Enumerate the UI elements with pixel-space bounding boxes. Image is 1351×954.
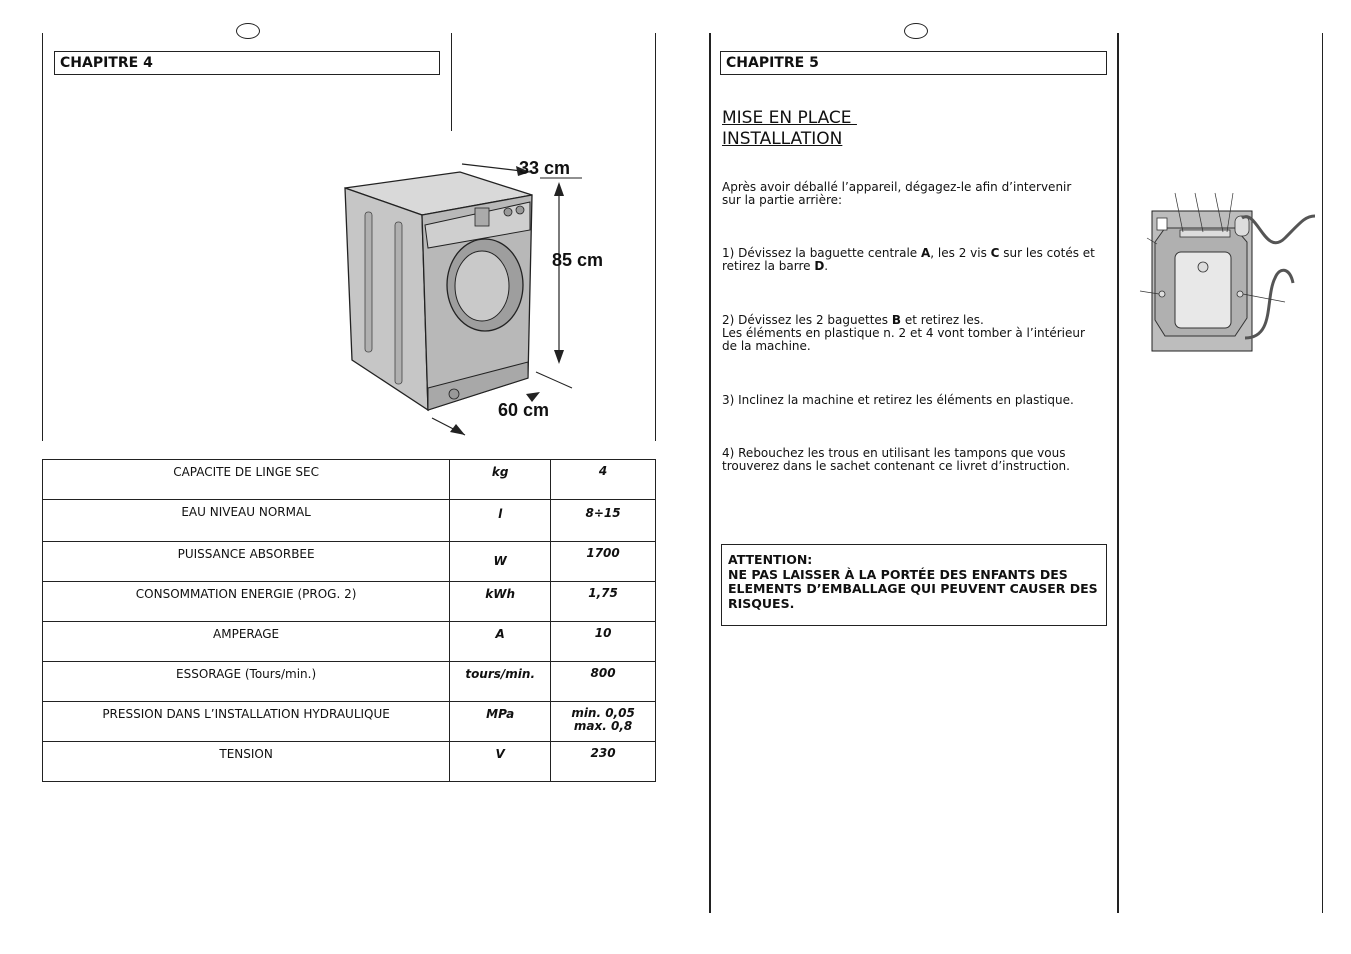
dimension-depth-label: 33 cm (519, 158, 571, 178)
spec-unit: l (450, 500, 551, 542)
spec-value-pressure (551, 702, 656, 742)
spec-unit: W (450, 542, 551, 582)
spec-label: TENSION (43, 742, 450, 782)
left-page-margin-line (42, 33, 43, 441)
spec-label: CONSOMMATION ENERGIE (PROG. 2) (43, 582, 450, 622)
intro-line-2: sur la partie arrière: (722, 193, 843, 207)
step-4-line-1: 4) Rebouchez les trous en utilisant les tampons que vous (722, 446, 1066, 460)
intro-line-1: Après avoir déballé l’appareil, dégagez-le afin d’intervenir (722, 180, 1072, 194)
step-2-line-1: 2) Dévissez les 2 baguettes B et retirez les. (722, 313, 984, 327)
spec-label: EAU NIVEAU NORMAL (43, 500, 450, 542)
spec-label: PUISSANCE ABSORBEE (43, 542, 450, 582)
section-title-line-2: INSTALLATION (722, 129, 843, 149)
spec-unit: MPa (450, 702, 551, 742)
attention-warning-box (721, 544, 1107, 626)
table-row (43, 702, 656, 742)
spec-label: PRESSION DANS L’INSTALLATION HYDRAULIQUE (43, 702, 450, 742)
table-row (43, 582, 656, 622)
table-row (43, 542, 656, 582)
attention-line-2: NE PAS LAISSER À LA PORTÉE DES ENFANTS DES (728, 566, 1068, 582)
spec-value-max: max. 0,8 (573, 719, 633, 733)
table-row (43, 662, 656, 702)
spec-value: 1700 (551, 542, 656, 582)
spec-value: 230 (551, 742, 656, 782)
step-2-line-3: de la machine. (722, 339, 811, 353)
spec-value: 8÷15 (551, 500, 656, 542)
technical-specs-table (42, 459, 656, 782)
step-4-line-2: trouverez dans le sachet contenant ce livret d’instruction. (722, 459, 1070, 473)
table-row (43, 500, 656, 542)
right-page-language-oval (904, 23, 928, 39)
spec-label: AMPERAGE (43, 622, 450, 662)
chapter-4-title: CHAPITRE 4 (54, 51, 440, 75)
spec-value: 4 (551, 460, 656, 500)
table-row (43, 460, 656, 500)
step-4-paragraph (722, 447, 1102, 473)
step-2-paragraph (722, 314, 1102, 353)
spec-label: ESSORAGE (Tours/min.) (43, 662, 450, 702)
dimension-width-label: 60 cm (498, 400, 550, 420)
washing-machine-illustration (330, 150, 630, 440)
spec-unit: tours/min. (450, 662, 551, 702)
left-page-right-line (655, 33, 656, 441)
intro-paragraph (722, 181, 1102, 207)
spec-unit: kWh (450, 582, 551, 622)
section-title-line-1: MISE EN PLACE (722, 108, 857, 128)
chapter-5-title: CHAPITRE 5 (720, 51, 1107, 75)
left-page-language-oval (236, 23, 260, 39)
dimension-height-label: 85 cm (552, 250, 604, 270)
step-1-line-2: retirez la barre D. (722, 259, 829, 273)
step-3-paragraph: 3) Inclinez la machine et retirez les éléments en plastique. (722, 393, 1074, 407)
attention-line-1: ATTENTION: (728, 552, 813, 567)
spec-unit: kg (450, 460, 551, 500)
spec-value-min: min. 0,05 (571, 706, 635, 720)
right-page-right-line (1322, 33, 1323, 913)
machine-rear-panel-illustration (1135, 188, 1320, 358)
right-page-column-divider (1117, 33, 1119, 913)
left-page-column-divider (451, 33, 452, 131)
spec-unit: A (450, 622, 551, 662)
spec-label: CAPACITE DE LINGE SEC (43, 460, 450, 500)
attention-line-3: ELEMENTS D’EMBALLAGE QUI PEUVENT CAUSER DES (728, 581, 1098, 596)
attention-line-4: RISQUES. (728, 595, 795, 611)
spec-value: 1,75 (551, 582, 656, 622)
spec-value: 10 (551, 622, 656, 662)
step-1-line-1: 1) Dévissez la baguette centrale A, les 2 vis C sur les cotés et (722, 246, 1095, 260)
spec-unit: V (450, 742, 551, 782)
step-2-line-2: Les éléments en plastique n. 2 et 4 vont tomber à l’intérieur (722, 326, 1085, 340)
right-page-margin-line (709, 33, 711, 913)
spec-value: 800 (551, 662, 656, 702)
step-1-paragraph (722, 247, 1102, 273)
table-row (43, 622, 656, 662)
table-row (43, 742, 656, 782)
